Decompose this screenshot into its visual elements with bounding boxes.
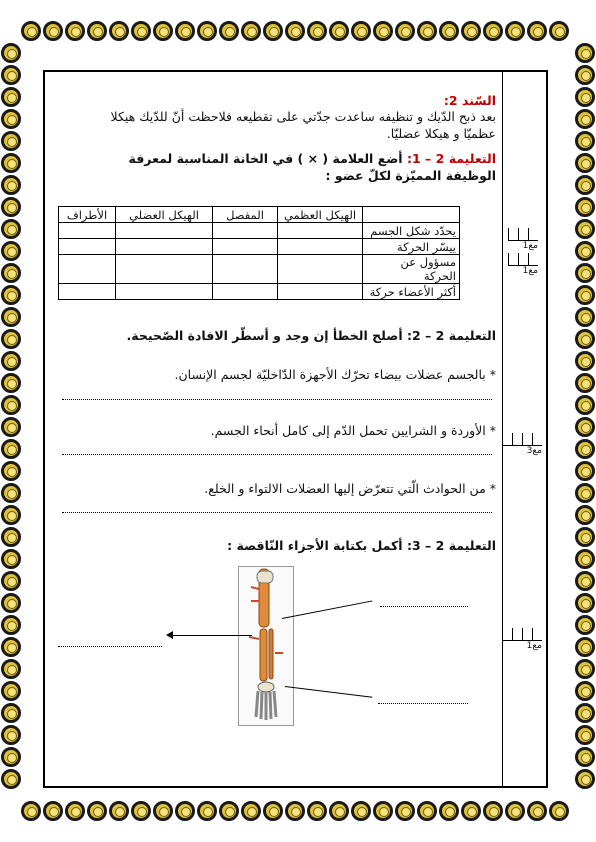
border-medal-icon <box>1 637 21 657</box>
border-medal-icon <box>575 725 595 745</box>
checkbox-cell[interactable] <box>59 223 116 239</box>
border-medal-icon <box>461 21 481 41</box>
checkbox-cell[interactable] <box>116 223 213 239</box>
instruction3 <box>96 537 496 554</box>
border-medal-icon <box>1 373 21 393</box>
table-header-cell: الهيكل العضلي <box>116 207 213 223</box>
border-medal-icon <box>1 571 21 591</box>
border-medal-icon <box>483 21 503 41</box>
border-medal-icon <box>351 801 371 821</box>
border-medal-icon <box>43 801 63 821</box>
border-medal-icon <box>1 219 21 239</box>
instruction3-text: أكمل بكتابة الأجزاء النّاقصة : <box>227 538 403 553</box>
border-medal-icon <box>575 43 595 63</box>
border-medal-icon <box>505 801 525 821</box>
border-medal-icon <box>21 801 41 821</box>
instruction2 <box>96 327 496 344</box>
border-medal-icon <box>395 801 415 821</box>
border-medal-icon <box>575 131 595 151</box>
border-medal-icon <box>527 801 547 821</box>
checkbox-cell[interactable] <box>213 239 278 255</box>
border-medal-icon <box>1 153 21 173</box>
border-medal-icon <box>1 527 21 547</box>
border-medal-icon <box>1 549 21 569</box>
checkbox-cell[interactable] <box>213 255 278 284</box>
source-title: السّند 2: <box>443 93 496 108</box>
label-line-left[interactable] <box>58 645 162 647</box>
border-medal-icon <box>575 197 595 217</box>
border-medal-icon <box>439 801 459 821</box>
instruction1-text: أضع العلامة ( × ) في الخانة المناسبة لمعرفة الوظيفة المميّزة لكلّ عضو : <box>128 151 496 183</box>
border-medal-icon <box>1 109 21 129</box>
checkbox-cell[interactable] <box>116 255 213 284</box>
border-medal-icon <box>575 483 595 503</box>
border-medal-icon <box>1 769 21 789</box>
instruction2-text: أصلح الخطأ إن وجد و أسطّر الافادة الصّحيحة. <box>126 328 403 343</box>
border-medal-icon <box>351 21 371 41</box>
border-medal-icon <box>575 417 595 437</box>
border-bottom <box>20 800 570 822</box>
score-label: مع1 <box>522 266 538 276</box>
border-medal-icon <box>575 153 595 173</box>
border-medal-icon <box>575 109 595 129</box>
border-medal-icon <box>153 801 173 821</box>
score-box-1 <box>508 228 538 251</box>
checkbox-cell[interactable] <box>278 255 363 284</box>
table-header-cell: الهيكل العظمي <box>278 207 363 223</box>
arrowhead-left-icon <box>166 631 173 639</box>
border-medal-icon <box>1 681 21 701</box>
border-medal-icon <box>483 801 503 821</box>
border-medal-icon <box>1 505 21 525</box>
border-medal-icon <box>575 263 595 283</box>
score-column-divider <box>502 70 503 788</box>
border-medal-icon <box>575 219 595 239</box>
border-medal-icon <box>1 307 21 327</box>
border-medal-icon <box>575 505 595 525</box>
border-medal-icon <box>109 21 129 41</box>
checkbox-cell[interactable] <box>59 284 116 300</box>
table-row <box>59 239 460 255</box>
border-medal-icon <box>219 21 239 41</box>
border-medal-icon <box>575 395 595 415</box>
border-medal-icon <box>307 801 327 821</box>
border-medal-icon <box>1 593 21 613</box>
border-medal-icon <box>285 801 305 821</box>
row-label: يحدّد شكل الجسم <box>363 223 460 239</box>
border-medal-icon <box>329 21 349 41</box>
border-medal-icon <box>87 21 107 41</box>
checkbox-cell[interactable] <box>59 255 116 284</box>
table-row <box>59 284 460 300</box>
instruction2-title: التعليمة 2 – 2: <box>406 328 496 343</box>
border-medal-icon <box>575 329 595 349</box>
border-medal-icon <box>241 801 261 821</box>
border-medal-icon <box>1 241 21 261</box>
border-medal-icon <box>307 21 327 41</box>
instruction1-title: التعليمة 2 – 1: <box>406 151 496 166</box>
checkbox-cell[interactable] <box>278 223 363 239</box>
border-medal-icon <box>575 439 595 459</box>
border-medal-icon <box>373 21 393 41</box>
table-header-cell: الأطراف <box>59 207 116 223</box>
border-medal-icon <box>43 21 63 41</box>
border-medal-icon <box>575 571 595 591</box>
checkbox-cell[interactable] <box>59 239 116 255</box>
border-medal-icon <box>461 801 481 821</box>
border-medal-icon <box>131 21 151 41</box>
border-medal-icon <box>395 21 415 41</box>
border-medal-icon <box>373 801 393 821</box>
border-medal-icon <box>285 21 305 41</box>
checkbox-cell[interactable] <box>116 284 213 300</box>
row-label: أكثر الأعضاء حركة <box>363 284 460 300</box>
border-medal-icon <box>575 637 595 657</box>
answer-line-1[interactable] <box>62 398 492 400</box>
border-medal-icon <box>575 659 595 679</box>
row-label: مسؤول عن الحركة <box>363 255 460 284</box>
border-medal-icon <box>1 65 21 85</box>
border-medal-icon <box>575 241 595 261</box>
table-row <box>59 223 460 239</box>
border-medal-icon <box>575 681 595 701</box>
border-medal-icon <box>575 65 595 85</box>
border-medal-icon <box>1 659 21 679</box>
score-label: مع1 <box>526 641 542 651</box>
border-medal-icon <box>1 175 21 195</box>
statement-1: * بالجسم عضلات بيضاء تحرّك الأجهزة الدّاخليّة لجسم الإنسان. <box>174 367 496 382</box>
score-label: مع3 <box>526 446 542 456</box>
statement-3: * من الحوادث الّتي تتعرّض إليها العضلات الالتواء و الخلع. <box>204 481 496 496</box>
border-medal-icon <box>1 615 21 635</box>
border-medal-icon <box>263 21 283 41</box>
border-medal-icon <box>1 131 21 151</box>
border-medal-icon <box>1 439 21 459</box>
leg-skeleton-drawing <box>239 567 293 725</box>
border-top <box>20 20 570 42</box>
score-label: مع1 <box>522 241 538 251</box>
answer-line-2[interactable] <box>62 453 492 455</box>
border-medal-icon <box>197 21 217 41</box>
instruction1 <box>96 150 496 184</box>
border-medal-icon <box>575 593 595 613</box>
border-medal-icon <box>549 801 569 821</box>
border-medal-icon <box>65 21 85 41</box>
border-medal-icon <box>417 801 437 821</box>
border-medal-icon <box>575 307 595 327</box>
source-text: بعد ذبح الدّيك و تنظيفه ساعدت جدّتي على تقطيعه فلاحظت أنّ للدّيك هيكلا عظميّا و هيكلا عضليّا. <box>110 109 496 141</box>
score-box-4 <box>502 628 542 651</box>
border-medal-icon <box>109 801 129 821</box>
border-medal-icon <box>575 87 595 107</box>
border-medal-icon <box>219 801 239 821</box>
score-box-2 <box>508 253 538 276</box>
border-medal-icon <box>1 461 21 481</box>
border-right <box>574 42 596 790</box>
border-medal-icon <box>87 801 107 821</box>
border-medal-icon <box>527 21 547 41</box>
border-medal-icon <box>505 21 525 41</box>
classification-table <box>58 206 460 300</box>
border-medal-icon <box>175 801 195 821</box>
table-row <box>59 255 460 284</box>
border-medal-icon <box>131 801 151 821</box>
table-header-cell: المفصل <box>213 207 278 223</box>
label-line-upper-right[interactable] <box>380 605 468 607</box>
checkbox-cell[interactable] <box>116 239 213 255</box>
border-medal-icon <box>21 21 41 41</box>
checkbox-cell[interactable] <box>278 239 363 255</box>
checkbox-cell[interactable] <box>213 284 278 300</box>
border-medal-icon <box>575 461 595 481</box>
border-medal-icon <box>1 395 21 415</box>
checkbox-cell[interactable] <box>213 223 278 239</box>
border-medal-icon <box>241 21 261 41</box>
border-medal-icon <box>197 801 217 821</box>
table-header-row <box>59 207 460 223</box>
border-medal-icon <box>575 549 595 569</box>
border-medal-icon <box>575 615 595 635</box>
label-line-lower-right[interactable] <box>378 702 468 704</box>
statement-2: * الأوردة و الشرايين تحمل الدّم إلى كامل أنحاء الجسم. <box>210 423 496 438</box>
answer-line-3[interactable] <box>62 511 492 513</box>
border-medal-icon <box>575 703 595 723</box>
checkbox-cell[interactable] <box>278 284 363 300</box>
border-medal-icon <box>1 43 21 63</box>
row-label: ييسّر الحركة <box>363 239 460 255</box>
border-medal-icon <box>1 417 21 437</box>
border-left <box>0 42 22 790</box>
border-medal-icon <box>1 483 21 503</box>
border-medal-icon <box>549 21 569 41</box>
border-medal-icon <box>1 285 21 305</box>
border-medal-icon <box>575 769 595 789</box>
border-medal-icon <box>175 21 195 41</box>
border-medal-icon <box>65 801 85 821</box>
border-medal-icon <box>329 801 349 821</box>
border-medal-icon <box>575 527 595 547</box>
border-medal-icon <box>439 21 459 41</box>
border-medal-icon <box>575 351 595 371</box>
border-medal-icon <box>1 351 21 371</box>
table-header-cell <box>363 207 460 223</box>
border-medal-icon <box>1 87 21 107</box>
border-medal-icon <box>1 263 21 283</box>
border-medal-icon <box>575 747 595 767</box>
border-medal-icon <box>263 801 283 821</box>
instruction3-title: التعليمة 2 – 3: <box>406 538 496 553</box>
border-medal-icon <box>417 21 437 41</box>
border-medal-icon <box>575 373 595 393</box>
border-medal-icon <box>575 285 595 305</box>
border-medal-icon <box>1 703 21 723</box>
border-medal-icon <box>1 747 21 767</box>
pointer-arrow-left <box>170 635 252 636</box>
border-medal-icon <box>1 329 21 349</box>
score-box-3 <box>502 433 542 456</box>
border-medal-icon <box>153 21 173 41</box>
border-medal-icon <box>575 175 595 195</box>
border-medal-icon <box>1 197 21 217</box>
border-medal-icon <box>1 725 21 745</box>
leg-skeleton-image <box>238 566 294 726</box>
